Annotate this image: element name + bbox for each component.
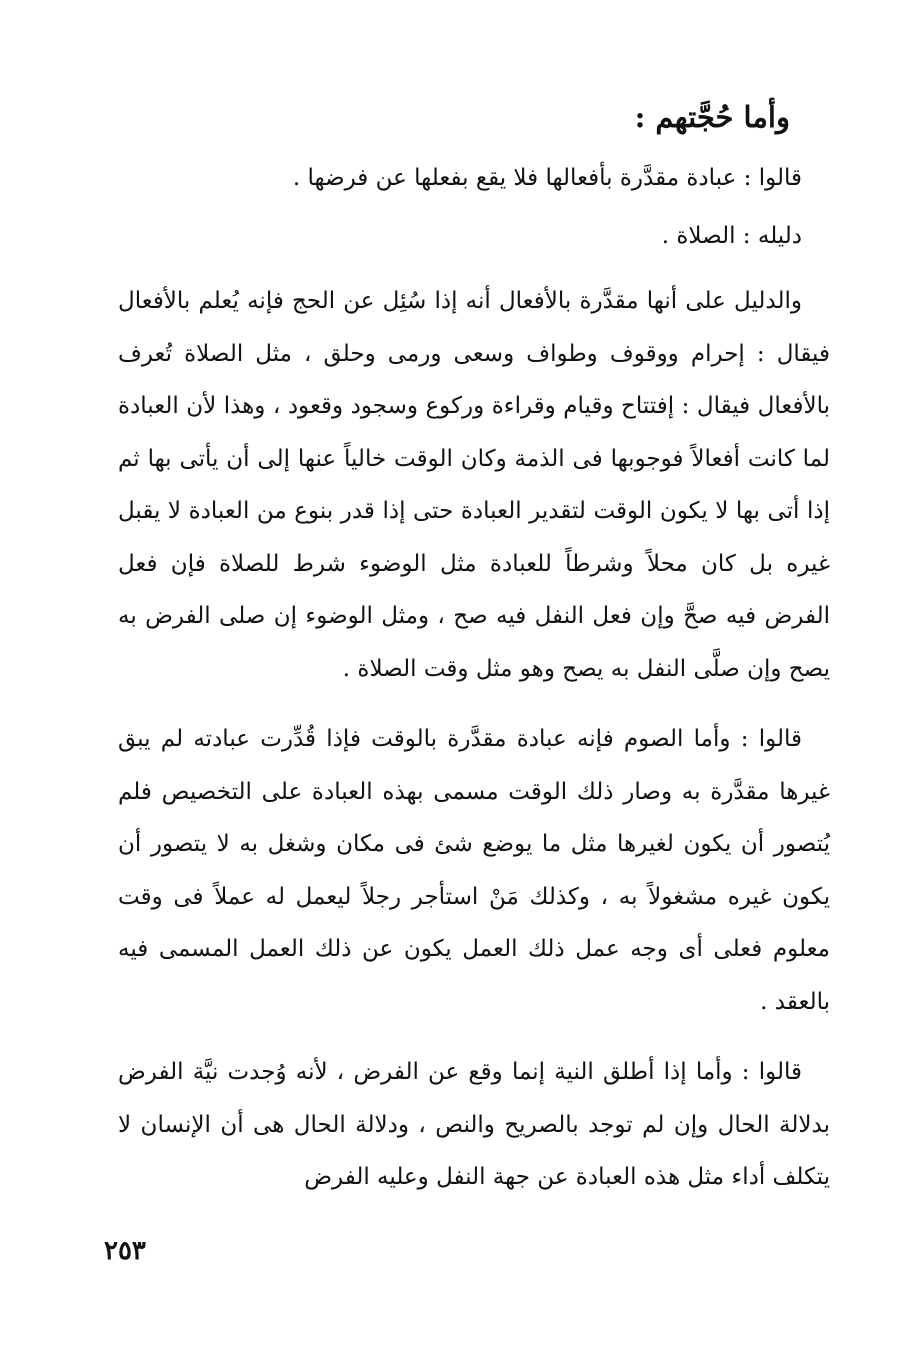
paragraph-2: قالوا : وأما الصوم فإنه عبادة مقدَّرة بالوقت فإذا قُدِّرت عبادته لم يبق غيرها مقدَّرة به وصار ذلك الوقت مسمى بهذه العبادة على التخصيص فلم يُتصور أن يكون لغيرها مثل ما يوضع شئ فى مكان وشغل به لا يتصور أن يكون غيره مشغولاً به ، وكذلك مَنْ استأجر رجلاً ليعمل له عملاً فى وقت معلوم فعلى أى وجه عمل ذلك العمل يكون عن ذلك العمل المسمى فيه بالعقد . [118,726,830,1015]
paragraph-1: والدليل على أنها مقدَّرة بالأفعال أنه إذا سُئِل عن الحج فإنه يُعلم بالأفعال فيقال : إحرام ووقوف وطواف وسعى ورمى وحلق ، مثل الصلاة تُعرف بالأفعال فيقال : إفتتاح وقيام وقراءة وركوع وسجود وقعود ، وهذا لأن العبادة لما كانت أفعالاً فوجوبها فى الذمة وكان الوقت خالياً عنها إلى أن يأتى بها ثم إذا أتى بها لا يكون الوقت لتقدير العبادة حتى إذا قدر بنوع من العبادة لا يقبل غيره بل كان محلاً وشرطاً للعبادة مثل الوضوء شرط للصلاة فإن فعل الفرض فيه صحَّ وإن فعل النفل فيه صح ، ومثل الوضوء إن صلى الفرض به يصح وإن صلَّى النفل به يصح وهو مثل وقت الصلاة . [118,288,830,682]
claim-line: قالوا : عبادة مقدَّرة بأفعالها فلا يقع بفعلها عن فرضها . [292,165,802,191]
page-body [118,95,830,1222]
evidence-line: دليله : الصلاة . [661,223,802,249]
paragraph-3: قالوا : وأما إذا أطلق النية إنما وقع عن الفرض ، لأنه وُجدت نيَّة الفرض بدلالة الحال وإن لم توجد بالصريح والنص ، ودلالة الحال هى أن الإنسان لا يتكلف أداء مثل هذه العبادة عن جهة النفل وعليه الفرض [118,1059,830,1190]
page-number: ٢٥٣ [104,1236,146,1266]
section-heading: وأما حُجَّتهم : [634,100,790,134]
